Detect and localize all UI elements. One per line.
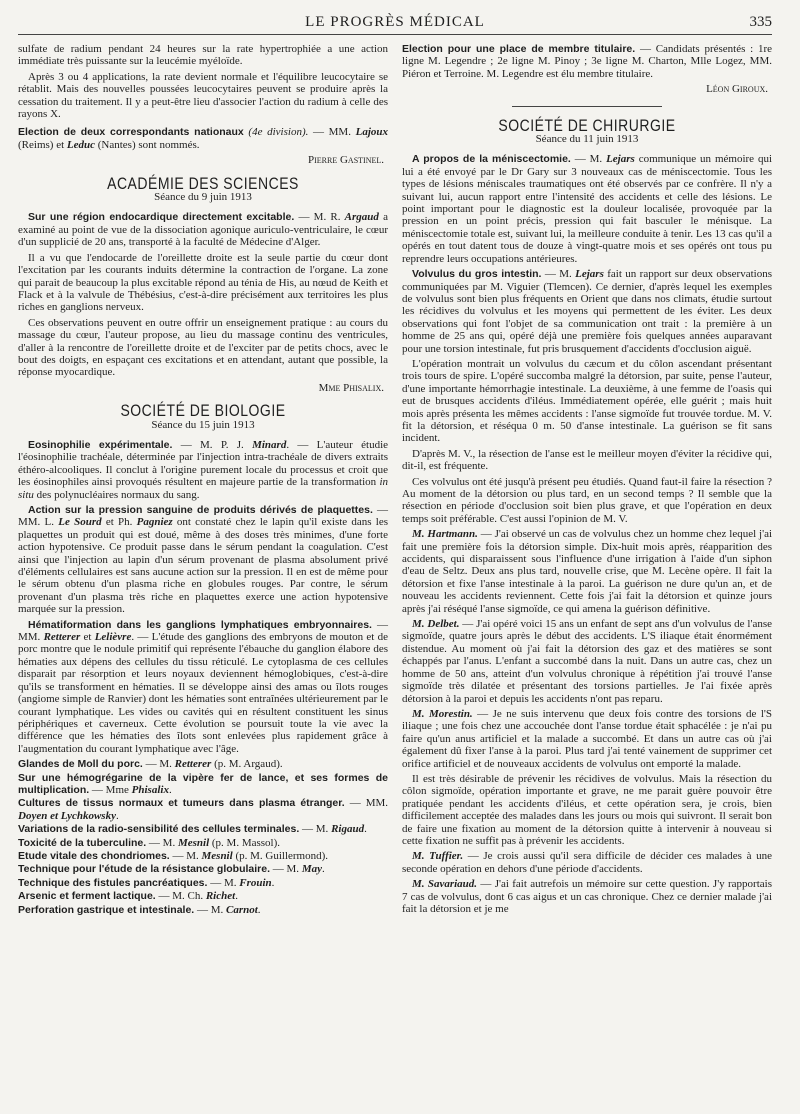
list-item: Perforation gastrique et intestinale. — M. Carnot.: [18, 903, 261, 916]
list-item: Glandes de Moll du porc. — M. Retterer (p. M. Argaud).: [18, 758, 283, 771]
signature: Pierre Gastinel.: [308, 154, 384, 167]
paragraph: M. Hartmann. — J'ai observé un cas de volvulus chez un homme chez lequel j'ai fait une première fois la détorsion simple. Dix-huit mois après, réapparition des accidents, qui disparaissent sous l'influence d'une irrigation à l'aide d'un siphon d'eau de Seltz. Deux ans plus tard, nouvelle crise, que M. Lecène opère. Il fait la détorsion et fixe l'anse intestinale à la paroi. La guérison ne dure qu'un an, et de nouveau les accidents reviennent. Cette fois j'ai fait la détorsion et quinze jours après j'ai réséqué l'anse sigmoïde, ce qui amena la guérison définitive.: [402, 528, 773, 615]
paragraph: D'après M. V., la résection de l'anse est le meilleur moyen d'éviter la récidive qui, dit-il, est fréquente.: [402, 447, 772, 473]
list-item: Variations de la radio-sensibilité des cellules terminales. — M. Rigaud.: [18, 823, 367, 836]
paragraph: sulfate de radium pendant 24 heures sur la rate hypertrophiée a une action immédiate très puissante sur la leucémie myéloïde.: [18, 43, 388, 68]
running-header: [18, 8, 772, 35]
paragraph: Il a vu que l'endocarde de l'oreillette droite est la seule partie du cœur dont l'excitation par les courants induits détermine la contraction de l'organe. La zone qui parait de beaucoup la plus excitable répond au ténia de His, au nœud de Keith et Flack et à la valvule de Thébésius, c'est-à-dire précisément aux territoires les plus riches en ganglions nerveux.: [18, 251, 388, 314]
paragraph: Après 3 ou 4 applications, la rate devient normale et l'équilibre leucocytaire se rétablit. Mais des nouvelles poussées leucocytaires peuvent se produire après la cessation du traitement. Il y a peut-être lieu d'associer l'action du radium à celle des rayons X.: [18, 70, 388, 121]
paragraph: Action sur la pression sanguine de produits dérivés de plaquettes. — MM. L. Le Sourd et Ph. Pagniez ont constaté chez le lapin qu'il existe dans les plaquettes un produit qui est doué, même à des doses très minimes, d'une forte action hypotensive. Ce produit passe dans le sérum pendant la coagulation. C'est ainsi que l'injection au lapin d'un sérum provenant de plasma absolument privé d'éléments cellulaires est sans aucune action sur la pression. Il en est de même pour le sérum obtenu d'un plasma riche en globules rouges. Par contre, le sérum provenant d'un plasma très riche en plaquettes exerce une action hypotensive marquée sur la pression.: [18, 504, 389, 616]
paragraph: M. Savariaud. — J'ai fait autrefois un mémoire sur cette question. J'y rapportais 7 cas de volvulus, dont 6 cas aigus et un cas chronique. Chez ce dernier malade j'ai fait la détorsion et je me: [402, 878, 772, 915]
paragraph: Volvulus du gros intestin. — M. Lejars fait un rapport sur deux observations communiquées par M. Viguier (Tlemcen). Ce dernier, d'après lequel les exemples de volvulus sont bien plus fréquents en Orient que dans nos climats, étudie surtout les récidives du volvulus et les moyens qui permettent de les éviter. Les deux observations qui font l'objet de sa communication ont trait : la première à un homme de 25 ans qui, opéré déjà une première fois quelques années auparavant pour une torsion intestinale, fut pris brusquement d'accidents d'occlusion aiguë.: [402, 268, 772, 355]
paragraph: Ces volvulus ont été jusqu'à présent peu étudiés. Quand faut-il faire la résection ? Au moment de la détorsion ou plus tard, en un second temps ? Il semble que la résection en période d'occlusion soit bien plus grave, et que l'opération en deux temps soit préférable. C'est aussi l'opinion de M. V.: [402, 475, 772, 525]
paragraph: M. Delbet. — J'ai opéré voici 15 ans un enfant de sept ans d'un volvulus de l'anse sigmoïde, quatre jours après le début des accidents. L'S iliaque était énormément distendue. Au moment où j'ai fait la détorsion des gaz et des matières se sont échappés par l'anus. L'enfant a succombé dans la nuit. Dans un autre cas, chez un homme de 50 ans, atteint d'un volvulus chronique à répétition j'ai trouvé l'anse sigmoïde très dilatée et présentant des torsions partielles. Je l'ai fixée après détorsion à la paroi et depuis les accidents n'ont pas reparu.: [402, 618, 772, 705]
left-column: [18, 43, 388, 918]
paragraph: A propos de la méniscectomie. — M. Lejars communique un mémoire qui lui a été envoyé par le Dr Gary sur 3 nouveaux cas de méniscectomie. Tous les types de lésions méniscales traumatiques ont été observés par ce confrère. Il n'y a suivant lui, aucun rapport entre l'intensité des accidents et celle des lésions. Le point important pour le diagnostic est la douleur localisée, provoquée par la pression en un point précis, pression qui fait basculer le ménisque. La méniscectomie totale est, suivant lui, la meilleure conduite à tenir. Les 13 cas qu'il a opérés en tout datent tous de douze à vingt-quatre mois et ses opérés ont tous pu reprendre leurs occupations antérieures.: [402, 153, 772, 265]
communication-list: [18, 758, 388, 916]
signature: Léon Giroux.: [706, 83, 768, 96]
paragraph: Eosinophilie expérimentale. — M. P. J. Minard. — L'auteur étudie l'éosinophilie trachéale, déterminée par l'injection intra-trachéale de divers extraits éthéro-alcooliques. Il conclut à l'origine purement locale du processus et croit que les éosinophiles ainsi provoqués résultent en majeure partie de la transformation in situ des polynucléaires normaux du sang.: [18, 438, 389, 501]
list-item: Arsenic et ferment lactique. — M. Ch. Richet.: [18, 890, 238, 903]
section-heading-biologie: SOCIÉTÉ DE BIOLOGIE: [120, 400, 286, 420]
election-titulaire: Election pour une place de membre titulaire. — Candidats présentés : 1re ligne M. Legendre ; 2e ligne M. Pinoy ; 3e ligne M. Charton, Mlle Logez, MM. Piéron et Terroine. M. Legendre est élu membre titulaire.: [402, 43, 772, 80]
signature: Mme Phisalix.: [318, 381, 384, 394]
list-item: Etude vitale des chondriomes. — M. Mesnil (p. M. Guillermond).: [18, 849, 329, 862]
list-item: Cultures de tissus normaux et tumeurs dans plasma étranger. — MM. Doyen et Lychkowsky.: [18, 797, 388, 822]
list-item: Technique pour l'étude de la résistance globulaire. — M. May.: [18, 863, 325, 876]
section-heading-chirurgie: SOCIÉTÉ DE CHIRURGIE: [498, 114, 676, 135]
paragraph: M. Morestin. — Je ne suis intervenu que deux fois contre des torsions de l'S iliaque ; une fois chez une accouchée dont l'anse tordue était sphacélée : je n'ai pu faire qu'un anus artificiel et la malade a succombé. Et dans un autre cas où j'ai également dû fixer l'anse à la paroi. Plus tard j'ai tenté vainement de supprimer cet orifice artificiel et de nouveaux accidents de volvulus ont emporté la malade.: [402, 707, 772, 770]
page-number: 335: [749, 14, 772, 30]
paragraph: L'opération montrait un volvulus du cæcum et du côlon ascendant présentant trois tours de spire. L'opéré succomba malgré la détorsion, par suite, pense l'auteur, d'une importante hémorrhagie intestinale. La deuxième, à une femme de l'oasis qui eut de brusques accidents d'iléus. Immédiatement opérée, elle guérit ; mais huit mois après présenta les mêmes accidents : l'anse sigmoïde fut trouvée tordue. M. V. fit la détorsion, et réséqua 0 m. 50 d'anse intestinale. La guérison se fit sans incident.: [402, 357, 772, 445]
right-column: [402, 43, 772, 918]
journal-title: LE PROGRÈS MÉDICAL: [305, 14, 485, 30]
session-date: Séance du 9 juin 1913: [154, 191, 252, 204]
session-date: Séance du 15 juin 1913: [151, 418, 255, 431]
section-heading-academie: ACADÉMIE DES SCIENCES: [107, 173, 299, 193]
paragraph: Ces observations peuvent en outre offrir un enseignement pratique : au cours du massage du cœur, l'auteur propose, au lieu du massage continu des ventricules, d'aller à la rencontre de l'oreillette droite et de l'exciter par de petits chocs, avec le bout des doigts, en espaçant ces excitations et en attendant, autant que possible, la réponse myocardique.: [18, 316, 388, 379]
paragraph: Hématiformation dans les ganglions lymphatiques embryonnaires. — MM. Retterer et Lelièvre. — L'étude des ganglions des embryons de mouton et de porc montre que le nodule primitif qui représente l'ébauche du ganglion élabore des hématies aux dépens des cellules du tissu réticulé. Le cytoplasma de ces cellules disparait par résorption et leurs noyaux deviennent hémoglobiques, c'est-à-dire qu'ils se transforment en hématies. Il se développe ainsi des amas ou îlots rouges (angiome simple de Ranvier) dont les hématies sont entraînées ultérieurement par le courant lymphatique. Les vides ou cavités qui en résultent constituent les sinus périphériques et caverneux. Cette évolution se poursuit toute la vie avec la différence que les hématies des îlots sont enlevées plus rapidement grâce à l'augmentation du courant lymphatique avec l'âge.: [18, 618, 388, 755]
paragraph: Sur une région endocardique directement excitable. — M. R. Argaud a examiné au point de vue de la dissociation agonique auriculo-ventriculaire, le cœur d'un supplicié de 20 ans, transporté à la faculté de Médecine d'Alger.: [18, 211, 388, 249]
list-item: Technique des fistules pancréatiques. — M. Frouin.: [18, 876, 275, 889]
list-item: Sur une hémogrégarine de la vipère fer de lance, et ses formes de multiplication. — Mme Phisalix.: [18, 771, 388, 796]
list-item: Toxicité de la tuberculine. — M. Mesnil (p. M. Massol).: [18, 836, 281, 849]
section-divider: [512, 106, 662, 107]
paragraph: M. Tuffier. — Je crois aussi qu'il sera difficile de décider ces malades à une seconde opération en dehors d'une période d'accidents.: [402, 850, 772, 875]
election-correspondants: Election de deux correspondants nationaux (4e division). — MM. Lajoux (Reims) et Leduc (Nantes) sont nommés.: [18, 126, 388, 151]
paragraph: Il est très désirable de prévenir les récidives de volvulus. Mais la résection du côlon sigmoïde, opération importante et grave, ne me parait guère pouvoir être pratiquée pendant les accidents d'iléus, et cette opération sera, je crois, bien difficilement acceptée des malades dans les jours ou mois qui suivront. Il serait bon de faire une fixation au moment de la détorsion quitte à intervenir à nouveau si cette fixation ne suffit pas à prévenir les accidents.: [402, 772, 772, 847]
session-date: Séance du 11 juin 1913: [535, 133, 639, 146]
